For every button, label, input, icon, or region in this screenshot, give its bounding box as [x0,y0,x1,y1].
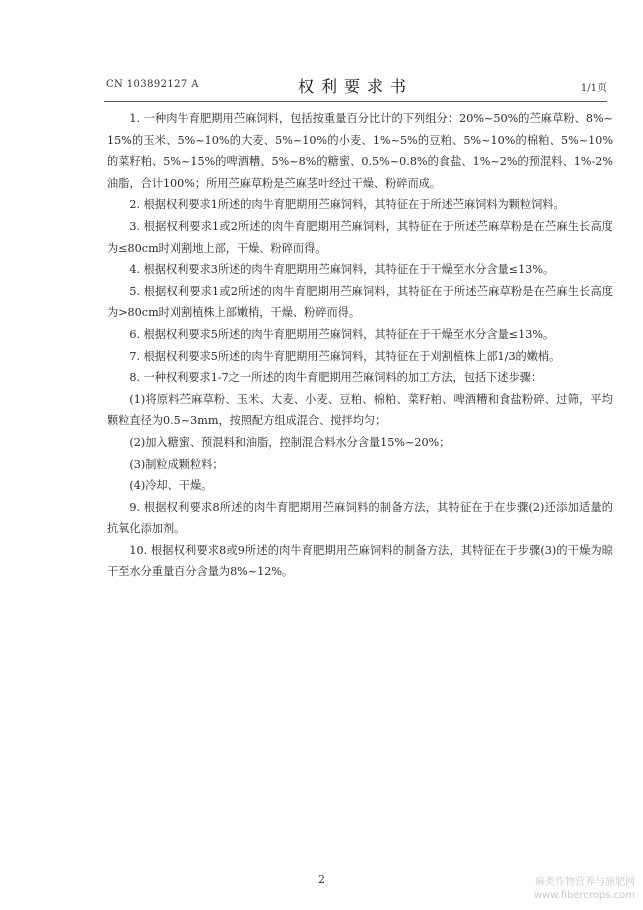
claim-5: 5. 根据权利要求1或2所述的肉牛育肥期用苎麻饲料，其特征在于所述苎麻草粉是在苎麻生长高度为>80cm时刈割植株上部嫩梢，干燥、粉碎而得。 [107,284,613,320]
page-header [104,64,607,100]
claim-8-step-2: (2)加入糖蜜、预混料和油脂，控制混合料水分含量15%~20%； [129,435,451,449]
page-number: 2 [318,873,325,886]
claim-9: 9. 根据权利要求8所述的肉牛育肥期用苎麻饲料的制备方法，其特征在于在步骤(2)还添加适量的抗氧化添加剂。 [107,500,613,536]
claim-3: 3. 根据权利要求1或2所述的肉牛育肥期用苎麻饲料，其特征在于所述苎麻草粉是在苎麻生长高度为≤80cm时刈割地上部，干燥、粉碎而得。 [107,219,613,255]
page-info: 1/1页 [580,83,607,94]
claim-10: 10. 根据权利要求8或9所述的肉牛育肥期用苎麻饲料的制备方法，其特征在于步骤(3)的干燥为晾干至水分重量百分含量为8%~12%。 [107,543,613,579]
watermark-line-1: 麻类作物营养与施肥网 [535,877,635,888]
claim-8: 8. 一种权利要求1-7之一所述的肉牛育肥期用苎麻饲料的加工方法，包括下述步骤： [129,371,543,385]
claim-4: 4. 根据权利要求3所述的肉牛育肥期用苎麻饲料，其特征在于干燥至水分含量≤13%。 [129,263,555,277]
claim-8-step-3: (3)制粒成颗粒料； [129,457,224,471]
header-rule [104,101,607,102]
claim-7: 7. 根据权利要求5所述的肉牛育肥期用苎麻饲料，其特征在于刈割植株上部1/3的嫩梢。 [129,349,561,363]
claim-2: 2. 根据权利要求1所述的肉牛育肥期用苎麻饲料，其特征在于所述苎麻饲料为颗粒饲料。 [129,198,565,212]
watermark-line-2: www.fibercrops.com [533,890,635,901]
claims-body [107,108,613,583]
watermark [534,876,635,902]
claim-6: 6. 根据权利要求5所述的肉牛育肥期用苎麻饲料，其特征在于干燥至水分含量≤13%。 [129,327,555,341]
claim-8-step-4: (4)冷却、干燥。 [129,479,213,493]
document-title: 权利要求书 [297,77,413,96]
publication-number: CN 103892127 A [106,79,199,90]
claim-8-step-1: (1)将原料苎麻草粉、玉米、大麦、小麦、豆粕、棉粕、菜籽粕、啤酒糟和食盐粉碎、过筛，平均颗粒直径为0.5~3mm，按照配方组成混合、搅拌均匀； [107,392,613,428]
claim-1: 1. 一种肉牛育肥期用苎麻饲料，包括按重量百分比计的下列组分：20%~50%的苎麻草粉、8%~15%的玉米、5%~10%的大麦、5%~10%的小麦、1%~5%的豆粕、5%~10%的棉粕、5%~10%的菜籽粕、5%~15%的啤酒糟、5%~8%的糖蜜、0.5%~0.8%的食盐、1%~2%的预混料、1%-2%油脂，合计100%；所用苎麻草粉是苎麻茎叶经过干燥、粉碎而成。 [107,112,613,190]
